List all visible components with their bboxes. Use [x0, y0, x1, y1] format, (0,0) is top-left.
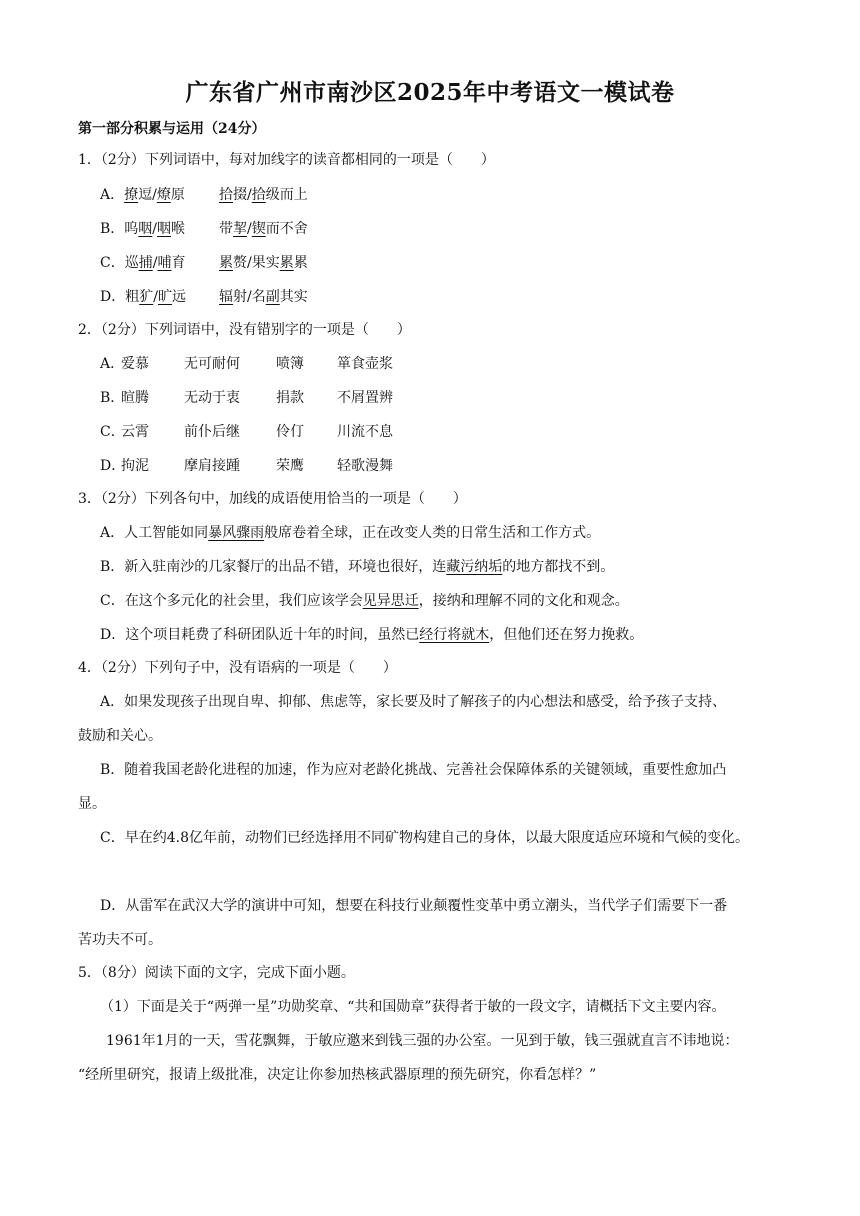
q1-option-c[interactable]: C．巡捕/哺育 累赘/果实累累 — [100, 255, 308, 271]
q1-option-b[interactable]: B．呜咽/咽喉 带挈/锲而不舍 — [100, 221, 308, 237]
q2-stem: 2．（2分）下列词语中，没有错别字的一项是（ ） — [78, 322, 411, 338]
q1-stem: 1．（2分）下列词语中，每对加线字的读音都相同的一项是（ ） — [78, 152, 495, 168]
q3-option-d[interactable]: D．这个项目耗费了科研团队近十年的时间，虽然已经行将就木，但他们还在努力挽救。 — [100, 627, 644, 643]
q4-option-c[interactable]: C．早在约4.8亿年前，动物们已经选择用不同矿物构建自己的身体，以最大限度适应环境和气候的变化。 — [100, 830, 749, 846]
page-title: 广东省广州市南沙区2025年中考语文一模试卷 — [185, 79, 675, 106]
q5-subquestion-1: （1）下面是关于“两弹一星”功勋奖章、“共和国勋章”获得者于敏的一段文字，请概括下文主要内容。 — [100, 999, 726, 1015]
q4-stem: 4．（2分）下列句子中，没有语病的一项是（ ） — [78, 660, 397, 676]
q3-option-c[interactable]: C．在这个多元化的社会里，我们应该学会见异思迁，接纳和理解不同的文化和观念。 — [100, 593, 629, 609]
q4-option-b[interactable]: B．随着我国老龄化进程的加速，作为应对老龄化挑战、完善社会保障体系的关键领域，重要性愈加凸 — [100, 762, 727, 778]
q3-option-a[interactable]: A．人工智能如同暴风骤雨般席卷着全球，正在改变人类的日常生活和工作方式。 — [100, 525, 601, 541]
q4-option-d-cont: 苦功夫不可。 — [78, 932, 162, 948]
q5-stem: 5．（8分）阅读下面的文字，完成下面小题。 — [78, 965, 355, 981]
section-heading: 第一部分积累与运用（24分） — [78, 121, 266, 137]
q1-option-a[interactable]: A．撩逗/燎原 拾掇/拾级而上 — [100, 187, 308, 203]
q5-passage-line-1: 1961年1月的一天，雪花飘舞，于敏应邀来到钱三强的办公室。一见到于敏，钱三强就直言不讳地说： — [106, 1033, 739, 1049]
q4-option-a[interactable]: A．如果发现孩子出现自卑、抑郁、焦虑等，家长要及时了解孩子的内心想法和感受，给予孩子支持、 — [100, 694, 727, 710]
q3-option-b[interactable]: B．新入驻南沙的几家餐厅的出品不错，环境也很好，连藏污纳垢的地方都找不到。 — [100, 559, 615, 575]
q5-passage-line-2: “经所里研究，报请上级批准，决定让你参加热核武器原理的预先研究，你看怎样？” — [78, 1067, 597, 1083]
q4-option-a-cont: 鼓励和关心。 — [78, 728, 162, 744]
q1-option-d[interactable]: D．粗犷/旷远 辐射/名副其实 — [100, 289, 308, 305]
q4-option-d[interactable]: D．从雷军在武汉大学的演讲中可知，想要在科技行业颠覆性变革中勇立潮头，当代学子们需要下一番 — [100, 898, 728, 914]
q4-option-b-cont: 显。 — [78, 796, 106, 812]
q3-stem: 3．（2分）下列各句中，加线的成语使用恰当的一项是（ ） — [78, 491, 467, 507]
